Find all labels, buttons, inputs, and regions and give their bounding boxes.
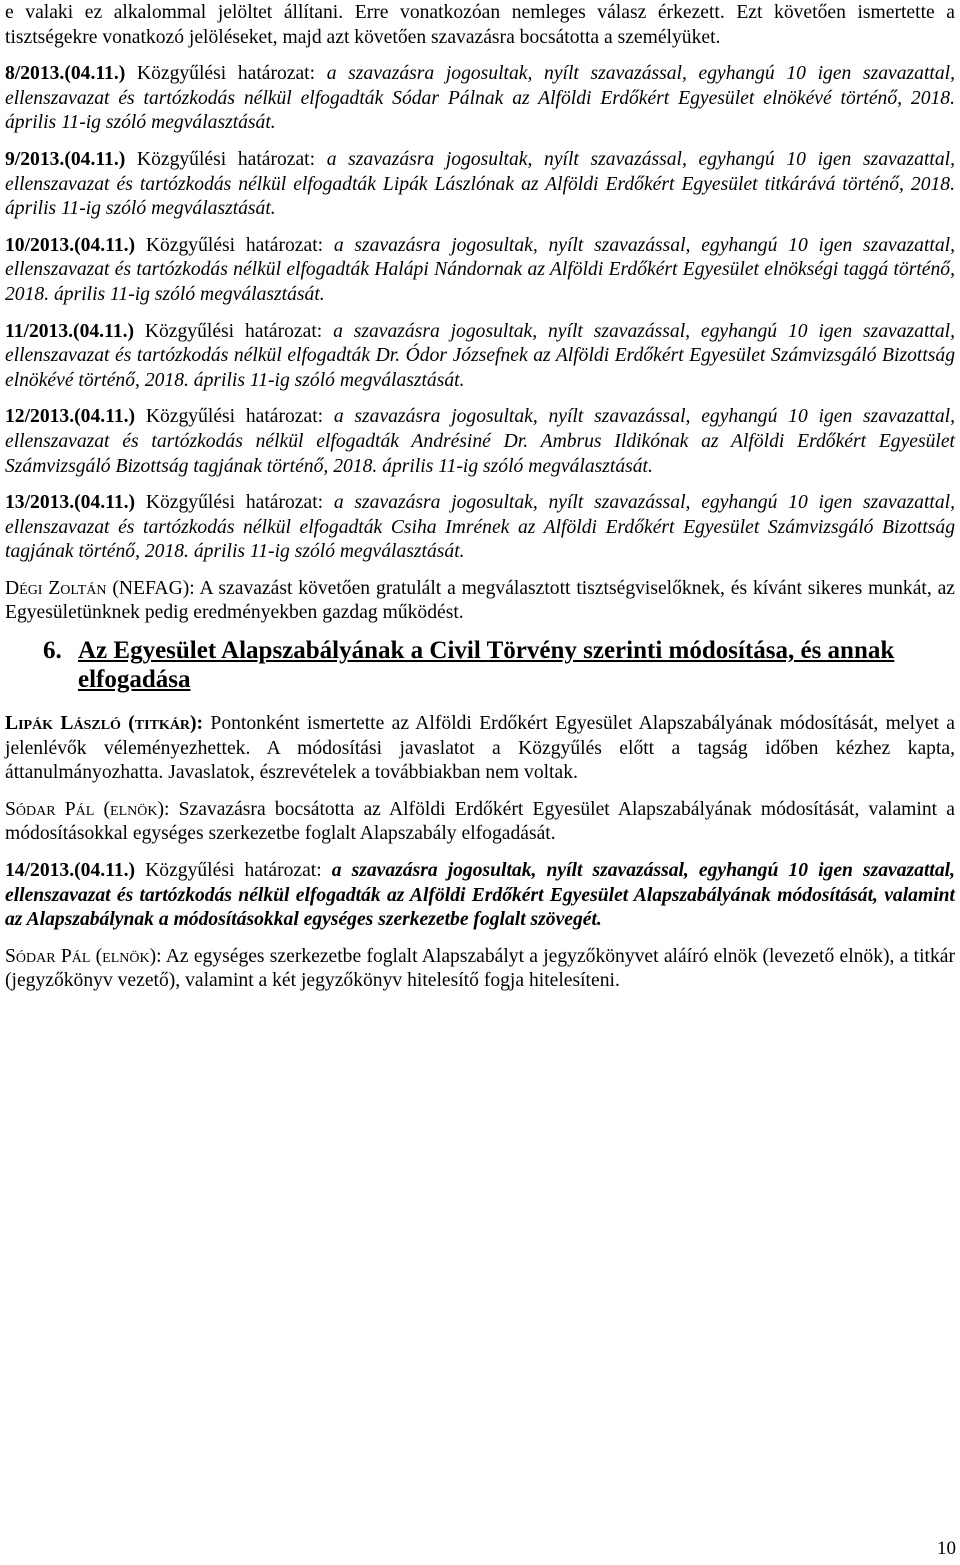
spacer	[5, 393, 955, 405]
spacer	[5, 626, 955, 636]
resolution-12-text: a szavazásra jogosultak, nyílt szavazással, egyhangú 10 igen szavazattal, ellenszavazat és tartózkodás nélkül elfogadták Andrésiné Dr. Ambrus Ildikónak az Alföldi Erdőkért Egyesület Számvizsgáló Bizottság tagjának történő, 2018. április 11-ig szóló megválasztását.	[5, 406, 955, 477]
sodar-text-1: Szavazásra bocsátotta az Alföldi Erdőkért Egyesület Alapszabályának módosítását, valamint a módosításokkal egységes szerkezetbe foglalt Alapszabály elfogadását.	[5, 798, 955, 845]
resolution-8-text: a szavazásra jogosultak, nyílt szavazással, egyhangú 10 igen szavazattal, ellenszavazat és tartózkodás nélkül elfogadták Sódar Pálnak az Alföldi Erdőkért Egyesület elnökévé történő, 2018. április 11-ig szóló megválasztását.	[5, 63, 955, 134]
resolution-11-number: 11/2013.(04.11.)	[5, 320, 134, 342]
spacer	[5, 136, 955, 148]
degi-statement	[5, 577, 955, 626]
intro-paragraph: e valaki ez alkalommal jelöltet állítani. Erre vonatkozóan nemleges válasz érkezett. Ezt követően ismertette a tisztségekre vonatkozó jelöléseket, majd azt követően szavazásra bocsátotta a személyüket.	[5, 2, 955, 48]
resolution-8-lead: Közgyűlési határozat:	[125, 63, 316, 85]
resolution-12-number: 12/2013.(04.11.)	[5, 406, 136, 428]
spacer	[5, 565, 955, 577]
sodar-statement-1	[5, 798, 955, 847]
resolution-9-number: 9/2013.(04.11.)	[5, 148, 126, 170]
spacer	[5, 933, 955, 945]
resolution-8-number: 8/2013.(04.11.)	[5, 63, 126, 85]
resolution-14	[5, 859, 955, 933]
section-6-number: 6.	[43, 637, 62, 665]
degi-org: (NEFAG):	[106, 577, 195, 599]
lipak-text: Pontonként ismertette az Alföldi Erdőkért Egyesület Alapszabályának módosítását, melyet a jelenlévők véleményezhettek. A módosítási javaslatot a Közgyűlés előtt a tagság időben kézhez kapta, áttanulmányozhatta. Javaslatok, észrevételek a továbbiakban nem voltak.	[5, 713, 955, 784]
spacer	[5, 222, 955, 234]
resolution-14-number: 14/2013.(04.11.)	[5, 860, 136, 882]
resolution-13-number: 13/2013.(04.11.)	[5, 492, 136, 514]
resolution-10-text: a szavazásra jogosultak, nyílt szavazással, egyhangú 10 igen szavazattal, ellenszavazat és tartózkodás nélkül elfogadták Halápi Nándornak az Alföldi Erdőkért Egyesület elnökségi taggá történő, 2018. április 11-ig szóló megválasztását.	[5, 234, 955, 305]
section-6-title: Az Egyesület Alapszabályának a Civil Törvény szerinti módosítása, és annak elfogadása	[78, 637, 895, 694]
section-6-heading	[5, 636, 955, 694]
spacer	[5, 50, 955, 62]
resolution-13	[5, 491, 955, 565]
resolution-13-text: a szavazásra jogosultak, nyílt szavazással, egyhangú 10 igen szavazattal, ellenszavazat és tartózkodás nélkül elfogadták Csiha Imrének az Alföldi Erdőkért Egyesület Számvizsgáló Bizottság tagjának történő, 2018. április 11-ig szóló megválasztását.	[5, 492, 955, 563]
spacer	[5, 786, 955, 798]
page-number: 10	[937, 1538, 956, 1559]
resolution-9	[5, 148, 955, 222]
resolution-10-lead: Közgyűlési határozat:	[135, 234, 324, 256]
resolution-9-lead: Közgyűlési határozat:	[125, 148, 316, 170]
sodar-speaker-2: Sódar Pál (elnök):	[5, 945, 162, 967]
resolution-11-text: a szavazásra jogosultak, nyílt szavazással, egyhangú 10 igen szavazattal, ellenszavazat és tartózkodás nélkül elfogadták Dr. Ódor Józsefnek az Alföldi Erdőkért Egyesület Számvizsgáló Bizottság elnökévé történő, 2018. április 11-ig szóló megválasztását.	[5, 320, 955, 391]
lipak-statement	[5, 712, 955, 786]
spacer	[5, 308, 955, 320]
resolution-12	[5, 405, 955, 479]
document-page	[5, 0, 955, 994]
resolution-11-lead: Közgyűlési határozat:	[134, 320, 323, 342]
sodar-text-2: Az egységes szerkezetbe foglalt Alapszabályt a jegyzőkönyvet aláíró elnök (levezető elnök), a titkár (jegyzőkönyv vezető), valamint a két jegyzőkönyv hitelesítő fogja hitelesíteni.	[5, 945, 955, 992]
resolution-12-lead: Közgyűlési határozat:	[135, 406, 324, 428]
degi-text: A szavazást követően gratulált a megválasztott tisztségviselőknek, és kívánt sikeres munkát, az Egyesületünknek pedig eredményekben gazdag működést.	[5, 577, 955, 624]
spacer	[5, 694, 955, 712]
sodar-speaker-1: Sódar Pál (elnök):	[5, 798, 170, 820]
sodar-statement-2	[5, 945, 955, 994]
resolution-10-number: 10/2013.(04.11.)	[5, 234, 136, 256]
resolution-14-text: a szavazásra jogosultak, nyílt szavazással, egyhangú 10 igen szavazattal, ellenszavazat és tartózkodás nélkül elfogadták az Alföldi Erdőkért Egyesület Alapszabályának módosítását, valamint az Alapszabálynak a módosításokkal egységes szerkezetbe foglalt szövegét.	[5, 860, 955, 931]
resolution-14-lead: Közgyűlési határozat:	[135, 860, 322, 882]
resolution-10	[5, 234, 955, 308]
resolution-13-lead: Közgyűlési határozat:	[135, 492, 324, 514]
resolution-11	[5, 320, 955, 394]
degi-speaker: Dégi Zoltán	[5, 577, 107, 599]
lipak-speaker: Lipák László (titkár):	[5, 713, 204, 735]
resolution-8	[5, 62, 955, 136]
resolution-9-text: a szavazásra jogosultak, nyílt szavazással, egyhangú 10 igen szavazattal, ellenszavazat és tartózkodás nélkül elfogadták Lipák Lászlónak az Alföldi Erdőkért Egyesület titkárává történő, 2018. április 11-ig szóló megválasztását.	[5, 148, 955, 220]
spacer	[5, 479, 955, 491]
spacer	[5, 847, 955, 859]
